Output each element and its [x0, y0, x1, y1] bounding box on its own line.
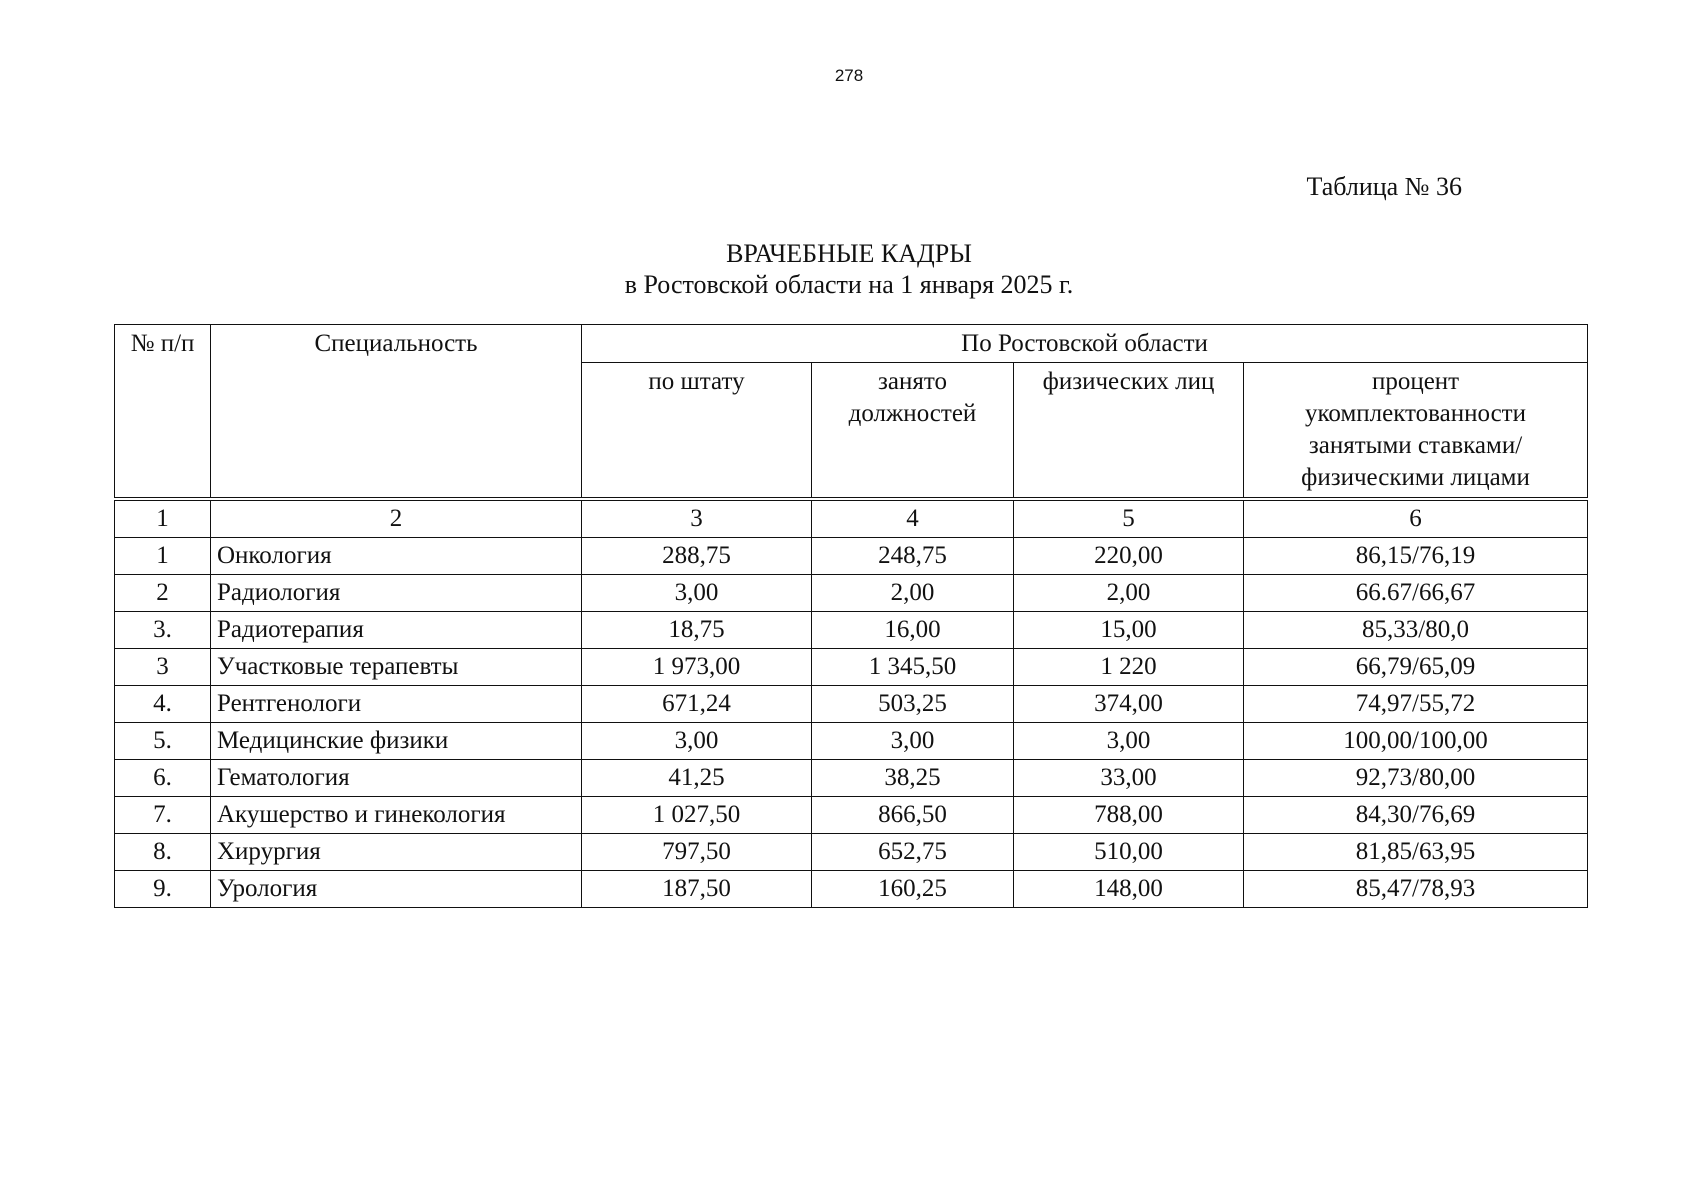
cell-occupied: 652,75: [812, 834, 1014, 871]
column-number: 5: [1014, 499, 1244, 538]
cell-staff: 3,00: [582, 575, 812, 612]
cell-num: 4.: [115, 686, 211, 723]
cell-persons: 148,00: [1014, 871, 1244, 908]
cell-persons: 1 220: [1014, 649, 1244, 686]
title-line-1: ВРАЧЕБНЫЕ КАДРЫ: [726, 239, 972, 268]
table-row: [115, 834, 1588, 871]
header-occupied: занято должностей: [812, 363, 1014, 500]
table-row: [115, 612, 1588, 649]
column-number: 2: [211, 499, 582, 538]
table-row: [115, 649, 1588, 686]
cell-percent: 74,97/55,72: [1244, 686, 1588, 723]
table-label: Таблица № 36: [1306, 172, 1462, 201]
cell-num: 3.: [115, 612, 211, 649]
cell-staff: 671,24: [582, 686, 812, 723]
cell-staff: 187,50: [582, 871, 812, 908]
cell-staff: 18,75: [582, 612, 812, 649]
cell-percent: 81,85/63,95: [1244, 834, 1588, 871]
document-title: [0, 238, 1698, 300]
column-number: 4: [812, 499, 1014, 538]
cell-persons: 788,00: [1014, 797, 1244, 834]
column-number: 3: [582, 499, 812, 538]
table-row: [115, 760, 1588, 797]
header-specialty: Специальность: [211, 325, 582, 500]
cell-occupied: 248,75: [812, 538, 1014, 575]
cell-staff: 797,50: [582, 834, 812, 871]
cell-persons: 510,00: [1014, 834, 1244, 871]
cell-occupied: 503,25: [812, 686, 1014, 723]
cell-specialty: Акушерство и гинекология: [211, 797, 582, 834]
header-persons: физических лиц: [1014, 363, 1244, 500]
cell-staff: 1 027,50: [582, 797, 812, 834]
page-number: 278: [834, 66, 864, 85]
cell-occupied: 160,25: [812, 871, 1014, 908]
column-number: 6: [1244, 499, 1588, 538]
cell-percent: 86,15/76,19: [1244, 538, 1588, 575]
cell-percent: 85,47/78,93: [1244, 871, 1588, 908]
cell-specialty: Медицинские физики: [211, 723, 582, 760]
cell-specialty: Урология: [211, 871, 582, 908]
cell-num: 8.: [115, 834, 211, 871]
cell-persons: 2,00: [1014, 575, 1244, 612]
cell-persons: 3,00: [1014, 723, 1244, 760]
table-row: [115, 723, 1588, 760]
column-number: 1: [115, 499, 211, 538]
table-row: [115, 871, 1588, 908]
title-line-2: в Ростовской области на 1 января 2025 г.: [624, 270, 1074, 299]
cell-num: 7.: [115, 797, 211, 834]
cell-specialty: Участковые терапевты: [211, 649, 582, 686]
cell-specialty: Гематология: [211, 760, 582, 797]
cell-staff: 1 973,00: [582, 649, 812, 686]
header-percent: процент укомплектованности занятыми ставками/ физическими лицами: [1244, 363, 1588, 500]
cell-num: 5.: [115, 723, 211, 760]
cell-num: 6.: [115, 760, 211, 797]
cell-staff: 3,00: [582, 723, 812, 760]
cell-specialty: Радиотерапия: [211, 612, 582, 649]
cell-occupied: 3,00: [812, 723, 1014, 760]
cell-specialty: Хирургия: [211, 834, 582, 871]
cell-persons: 33,00: [1014, 760, 1244, 797]
cell-occupied: 38,25: [812, 760, 1014, 797]
cell-occupied: 2,00: [812, 575, 1014, 612]
cell-num: 2: [115, 575, 211, 612]
cell-percent: 84,30/76,69: [1244, 797, 1588, 834]
cell-percent: 66,79/65,09: [1244, 649, 1588, 686]
table-row: [115, 575, 1588, 612]
column-numbers-row: [115, 499, 1588, 538]
cell-specialty: Онкология: [211, 538, 582, 575]
cell-num: 1: [115, 538, 211, 575]
cell-percent: 100,00/100,00: [1244, 723, 1588, 760]
header-num: № п/п: [115, 325, 211, 500]
cell-occupied: 866,50: [812, 797, 1014, 834]
header-staff: по штату: [582, 363, 812, 500]
cell-staff: 288,75: [582, 538, 812, 575]
cell-num: 9.: [115, 871, 211, 908]
cell-persons: 374,00: [1014, 686, 1244, 723]
cell-persons: 15,00: [1014, 612, 1244, 649]
cell-num: 3: [115, 649, 211, 686]
cell-occupied: 1 345,50: [812, 649, 1014, 686]
cell-percent: 85,33/80,0: [1244, 612, 1588, 649]
table-row: [115, 686, 1588, 723]
cell-percent: 66.67/66,67: [1244, 575, 1588, 612]
table-row: [115, 797, 1588, 834]
table-row: [115, 538, 1588, 575]
cell-staff: 41,25: [582, 760, 812, 797]
header-region-group: По Ростовской области: [582, 325, 1588, 363]
medical-staff-table: [114, 324, 1588, 908]
cell-specialty: Рентгенологи: [211, 686, 582, 723]
cell-persons: 220,00: [1014, 538, 1244, 575]
cell-specialty: Радиология: [211, 575, 582, 612]
cell-occupied: 16,00: [812, 612, 1014, 649]
cell-percent: 92,73/80,00: [1244, 760, 1588, 797]
